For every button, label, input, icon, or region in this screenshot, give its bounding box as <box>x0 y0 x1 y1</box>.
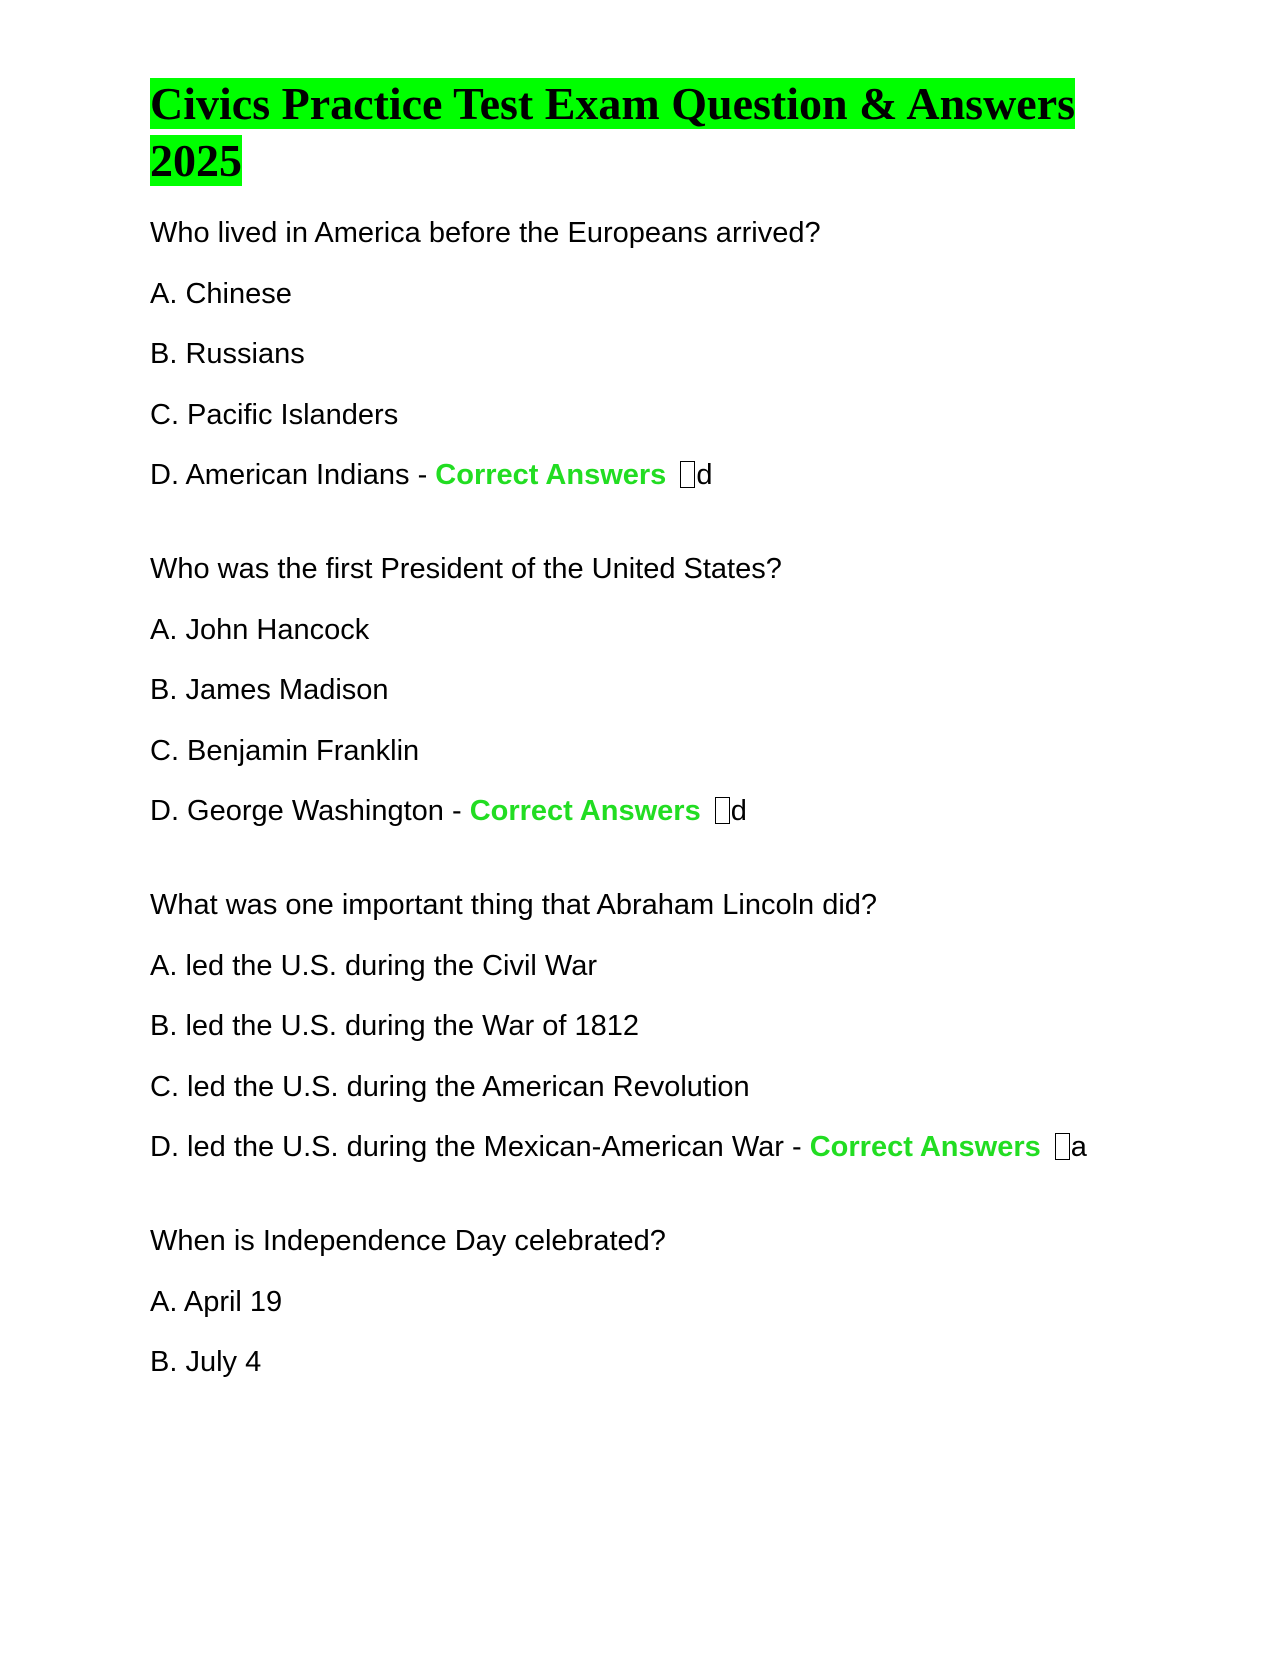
answer-option-text: D. led the U.S. during the Mexican-American War - <box>150 1131 810 1163</box>
answer-key: d <box>730 795 747 827</box>
correct-answers-label: Correct Answers <box>809 1131 1041 1163</box>
document-content <box>150 75 1160 1439</box>
answer-option: C. Pacific Islanders <box>150 398 399 431</box>
missing-glyph-icon <box>715 797 730 824</box>
question-block-3 <box>150 888 1160 1164</box>
question-text: Who was the first President of the United States? <box>150 553 782 585</box>
question-text: When is Independence Day celebrated? <box>150 1225 666 1257</box>
answer-option: A. Chinese <box>150 277 292 310</box>
answer-option: A. led the U.S. during the Civil War <box>150 949 597 982</box>
answer-option-text: D. George Washington - <box>150 795 470 827</box>
answer-option: B. July 4 <box>150 1346 262 1378</box>
correct-answers-label: Correct Answers <box>469 795 701 827</box>
answer-option: C. led the U.S. during the American Revolution <box>150 1070 750 1103</box>
question-text: What was one important thing that Abraham Lincoln did? <box>150 889 878 921</box>
answer-option-text: D. American Indians - <box>150 459 436 491</box>
question-block-1 <box>150 216 1160 492</box>
missing-glyph-icon <box>1055 1133 1070 1160</box>
question-block-4 <box>150 1224 1160 1379</box>
correct-answers-label: Correct Answers <box>435 459 667 491</box>
answer-option: A. John Hancock <box>150 613 370 646</box>
answer-option: A. April 19 <box>150 1285 283 1318</box>
missing-glyph-icon <box>680 461 695 488</box>
question-block-2 <box>150 552 1160 828</box>
answer-option: B. Russians <box>150 338 305 370</box>
page-title-highlight: Civics Practice Test Exam Question & Answers 2025 <box>150 78 1076 186</box>
question-text: Who lived in America before the Europeans arrived? <box>150 217 821 249</box>
answer-option: C. Benjamin Franklin <box>150 734 420 767</box>
page-title <box>150 75 1160 189</box>
answer-option-with-key <box>150 1130 1160 1164</box>
answer-key: d <box>696 459 713 491</box>
answer-key: a <box>1070 1131 1087 1163</box>
answer-option: B. James Madison <box>150 674 389 706</box>
answer-option-with-key <box>150 794 1160 828</box>
answer-option-with-key <box>150 458 1160 492</box>
answer-option: B. led the U.S. during the War of 1812 <box>150 1010 639 1042</box>
